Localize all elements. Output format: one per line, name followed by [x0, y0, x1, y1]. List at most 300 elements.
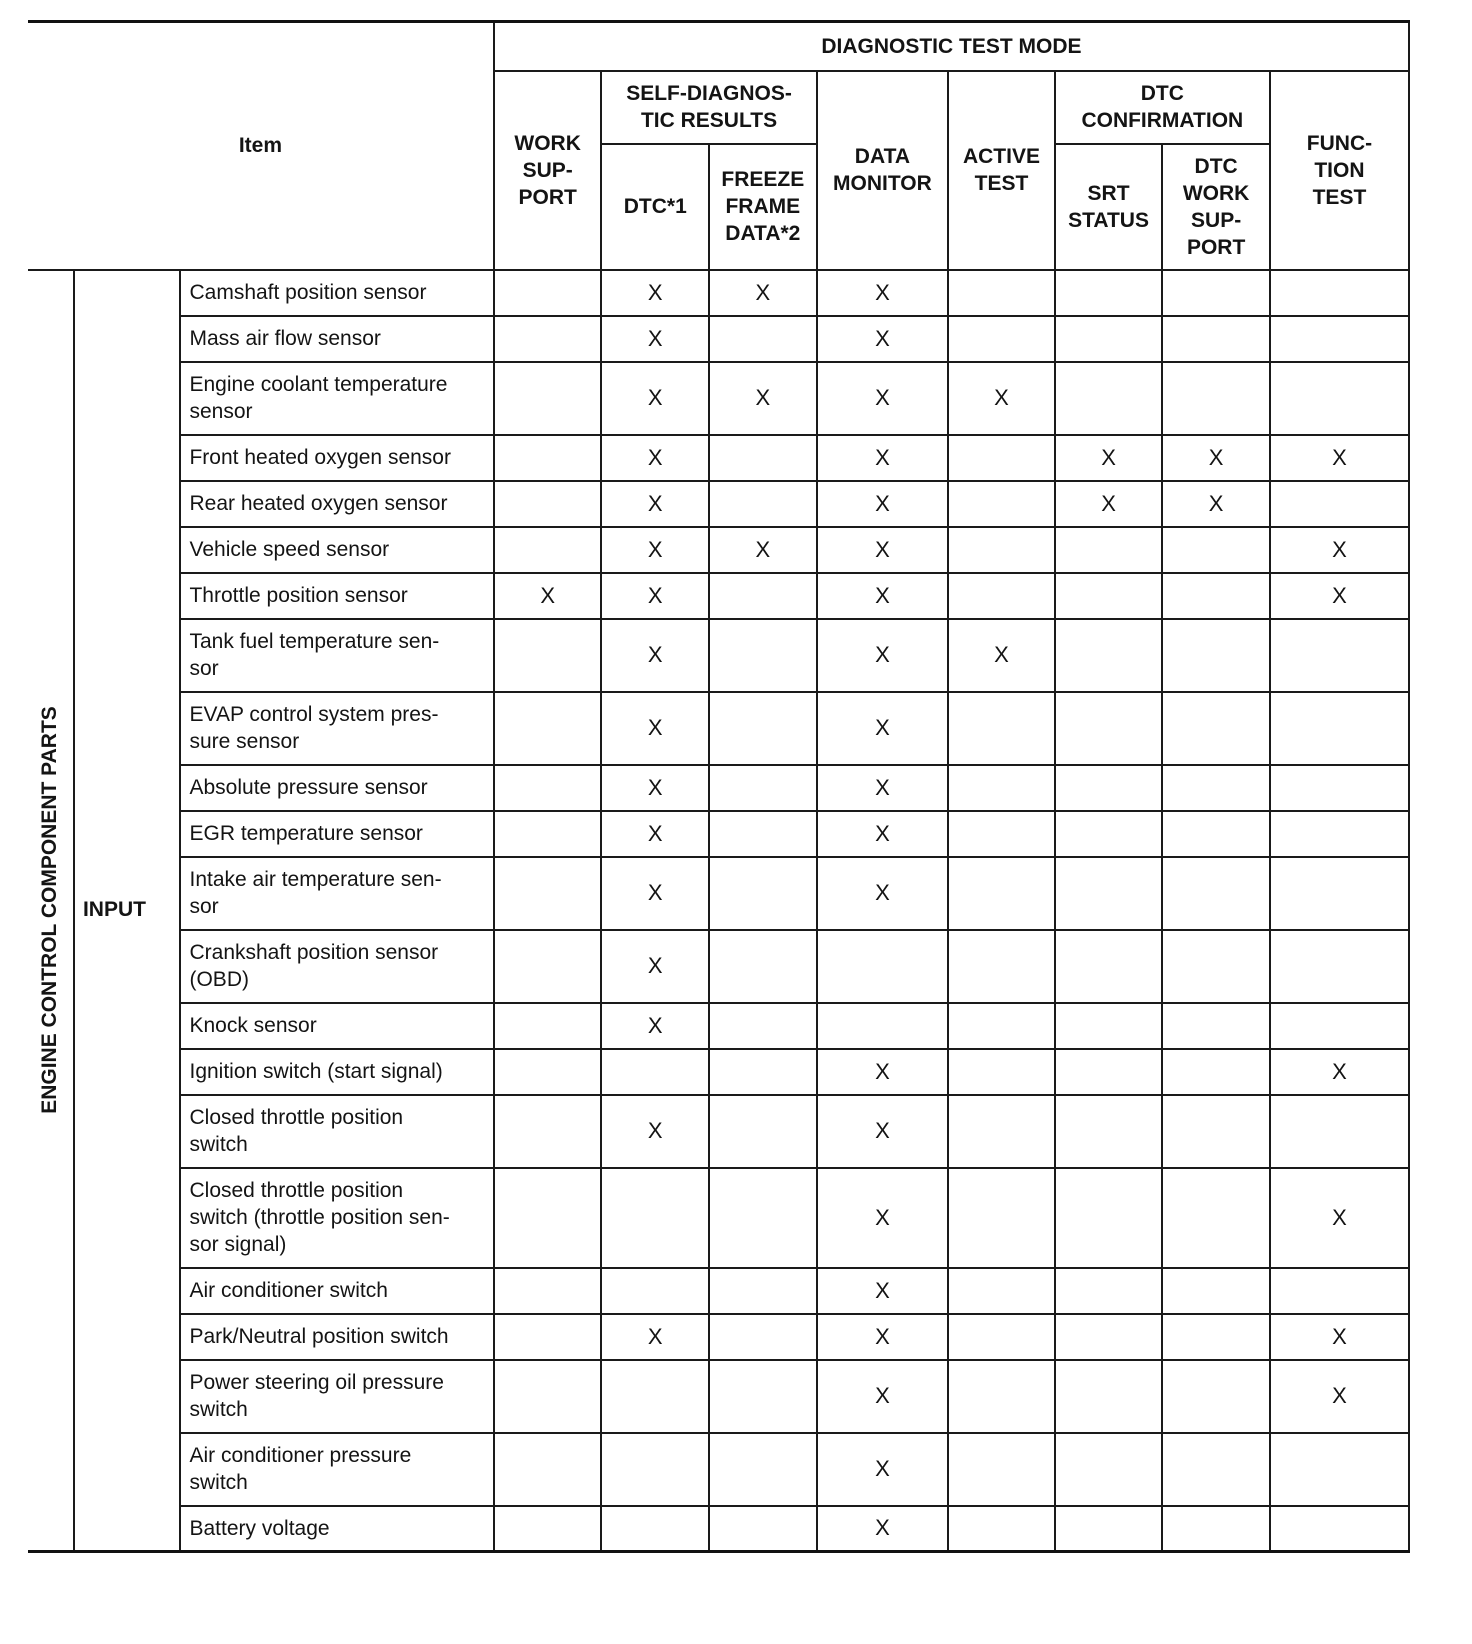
- table-row: [28, 270, 1409, 316]
- function-test-line: FUNC-: [1306, 131, 1373, 155]
- item-name-cell: [180, 1003, 493, 1049]
- cell-srt-status: [1055, 765, 1163, 811]
- x-mark: X: [875, 1058, 890, 1084]
- item-name-cell: [180, 811, 493, 857]
- x-mark: X: [1332, 1323, 1347, 1349]
- x-mark: X: [647, 385, 663, 410]
- x-mark: X: [1332, 444, 1347, 470]
- cell-srt-status: [1055, 1268, 1163, 1314]
- item-name-line: Crankshaft position sensor: [189, 941, 439, 964]
- cell-work-support: [494, 930, 602, 1003]
- cell-data-monitor: [817, 481, 949, 527]
- item-name-line: Engine coolant temperature: [189, 373, 448, 396]
- dtc-label: DTC*1: [623, 195, 687, 218]
- item-name-line: sor signal): [189, 1233, 287, 1256]
- cell-dtc-work-support: [1162, 765, 1270, 811]
- cell-dtc: [601, 1095, 709, 1168]
- dtc-work-support-line: DTC: [1194, 154, 1238, 178]
- cell-active-test: [948, 573, 1055, 619]
- self-diag-line: TIC RESULTS: [640, 109, 778, 132]
- item-name-cell: [180, 435, 493, 481]
- cell-active-test: [948, 527, 1055, 573]
- cell-work-support: [494, 1095, 602, 1168]
- table-row: [28, 1168, 1409, 1268]
- item-name-cell: [180, 573, 493, 619]
- cell-active-test: [948, 435, 1055, 481]
- cell-freeze-frame: [709, 1049, 817, 1095]
- x-mark: X: [875, 536, 890, 562]
- x-mark: X: [875, 820, 890, 846]
- cell-dtc: [601, 765, 709, 811]
- cell-work-support: [494, 857, 602, 930]
- cell-function-test: [1270, 527, 1409, 573]
- cell-function-test: [1270, 692, 1409, 765]
- cell-dtc: [601, 1268, 709, 1314]
- cell-data-monitor: [817, 1049, 949, 1095]
- item-name-cell: [180, 362, 493, 435]
- cell-data-monitor: [817, 1003, 949, 1049]
- dtc-work-support-line: WORK: [1182, 181, 1250, 205]
- x-mark: X: [755, 536, 771, 562]
- item-header-label: Item: [238, 134, 283, 158]
- item-name-cell: [180, 1360, 493, 1433]
- cell-dtc-work-support: [1162, 527, 1270, 573]
- table-row: [28, 1049, 1409, 1095]
- function-test-header: [1270, 71, 1409, 270]
- cell-active-test: [948, 1314, 1055, 1360]
- cell-function-test: [1270, 1049, 1409, 1095]
- cell-freeze-frame: [709, 857, 817, 930]
- data-monitor-header: [817, 71, 949, 270]
- function-test-line: TION: [1314, 158, 1365, 182]
- srt-status-header: [1055, 144, 1163, 270]
- cell-work-support: [494, 316, 602, 362]
- x-mark: X: [875, 1515, 890, 1541]
- x-mark: X: [647, 774, 663, 800]
- x-mark: X: [875, 325, 890, 351]
- dtc-work-support-line: SUP-: [1191, 208, 1242, 232]
- cell-function-test: [1270, 1314, 1409, 1360]
- cell-freeze-frame: [709, 1433, 817, 1506]
- item-name-line: switch (throttle position sen-: [189, 1206, 450, 1229]
- cell-freeze-frame: [709, 435, 817, 481]
- item-name-line: Battery voltage: [189, 1516, 330, 1540]
- self-diag-line: SELF-DIAGNOS-: [626, 82, 792, 105]
- item-name-line: Mass air flow sensor: [189, 327, 381, 350]
- item-name-cell: [180, 1314, 493, 1360]
- item-name-line: Camshaft position sensor: [189, 281, 427, 304]
- x-mark: X: [875, 444, 890, 470]
- item-name-line: sure sensor: [189, 730, 300, 753]
- table-row: [28, 1360, 1409, 1433]
- cell-active-test: [948, 362, 1055, 435]
- freeze-frame-line: FREEZE: [721, 168, 805, 191]
- srt-status-line: STATUS: [1068, 208, 1149, 232]
- cell-work-support: [494, 1506, 602, 1552]
- cell-work-support: [494, 619, 602, 692]
- table-row: [28, 362, 1409, 435]
- x-mark: X: [875, 385, 890, 410]
- item-name-line: sor: [189, 895, 219, 918]
- cell-function-test: [1270, 1003, 1409, 1049]
- x-mark: X: [875, 279, 890, 305]
- cell-srt-status: [1055, 1314, 1163, 1360]
- item-name-cell: [180, 930, 493, 1003]
- x-mark: X: [1332, 536, 1347, 562]
- table-row: [28, 811, 1409, 857]
- cell-dtc-work-support: [1162, 1433, 1270, 1506]
- cell-function-test: [1270, 930, 1409, 1003]
- cell-freeze-frame: [709, 270, 817, 316]
- x-mark: X: [647, 1012, 663, 1038]
- x-mark: X: [647, 715, 663, 740]
- cell-function-test: [1270, 765, 1409, 811]
- cell-data-monitor: [817, 316, 949, 362]
- cell-data-monitor: [817, 1360, 949, 1433]
- cell-work-support: [494, 481, 602, 527]
- cell-active-test: [948, 1433, 1055, 1506]
- cell-srt-status: [1055, 1049, 1163, 1095]
- cell-dtc-work-support: [1162, 481, 1270, 527]
- cell-freeze-frame: [709, 362, 817, 435]
- cell-work-support: [494, 1003, 602, 1049]
- cell-freeze-frame: [709, 481, 817, 527]
- cell-data-monitor: [817, 692, 949, 765]
- cell-function-test: [1270, 1360, 1409, 1433]
- cell-dtc-work-support: [1162, 1003, 1270, 1049]
- item-name-line: Vehicle speed sensor: [189, 538, 390, 561]
- data-monitor-line: MONITOR: [833, 172, 932, 195]
- table-row: [28, 1268, 1409, 1314]
- cell-srt-status: [1055, 362, 1163, 435]
- item-name-line: EVAP control system pres-: [189, 703, 439, 726]
- item-header: [28, 22, 494, 270]
- cell-srt-status: [1055, 692, 1163, 765]
- cell-dtc: [601, 316, 709, 362]
- input-group: [74, 270, 181, 1552]
- cell-function-test: [1270, 1268, 1409, 1314]
- cell-function-test: [1270, 1168, 1409, 1268]
- cell-dtc-work-support: [1162, 692, 1270, 765]
- x-mark: X: [1208, 490, 1224, 516]
- cell-active-test: [948, 1268, 1055, 1314]
- cell-dtc: [601, 435, 709, 481]
- table-row: [28, 435, 1409, 481]
- cell-dtc-work-support: [1162, 857, 1270, 930]
- cell-freeze-frame: [709, 1360, 817, 1433]
- x-mark: X: [1332, 1204, 1347, 1230]
- cell-active-test: [948, 692, 1055, 765]
- cell-freeze-frame: [709, 619, 817, 692]
- x-mark: X: [1332, 1058, 1347, 1084]
- cell-function-test: [1270, 857, 1409, 930]
- cell-dtc-work-support: [1162, 435, 1270, 481]
- x-mark: X: [755, 279, 771, 305]
- cell-active-test: [948, 316, 1055, 362]
- cell-srt-status: [1055, 1003, 1163, 1049]
- table-row: [28, 619, 1409, 692]
- item-name-cell: [180, 1506, 493, 1552]
- cell-dtc: [601, 573, 709, 619]
- cell-active-test: [948, 481, 1055, 527]
- cell-freeze-frame: [709, 1168, 817, 1268]
- cell-freeze-frame: [709, 527, 817, 573]
- item-name-line: Ignition switch (start signal): [189, 1060, 443, 1083]
- item-name-line: Park/Neutral position switch: [189, 1325, 449, 1348]
- table-row: [28, 692, 1409, 765]
- cell-srt-status: [1055, 316, 1163, 362]
- cell-active-test: [948, 1360, 1055, 1433]
- x-mark: X: [875, 774, 890, 800]
- srt-status-line: SRT: [1087, 181, 1130, 205]
- cell-function-test: [1270, 1095, 1409, 1168]
- cell-work-support: [494, 435, 602, 481]
- x-mark: X: [875, 715, 890, 740]
- item-name-line: sensor: [189, 400, 253, 423]
- cell-srt-status: [1055, 573, 1163, 619]
- cell-dtc: [601, 1360, 709, 1433]
- cell-freeze-frame: [709, 1003, 817, 1049]
- cell-data-monitor: [817, 619, 949, 692]
- x-mark: X: [1101, 444, 1116, 470]
- cell-srt-status: [1055, 527, 1163, 573]
- cell-freeze-frame: [709, 1095, 817, 1168]
- item-name-line: Tank fuel temperature sen-: [189, 630, 440, 653]
- cell-data-monitor: [817, 435, 949, 481]
- x-mark: X: [647, 490, 663, 516]
- table-row: [28, 857, 1409, 930]
- item-name-line: Air conditioner pressure: [189, 1444, 412, 1467]
- cell-dtc: [601, 1003, 709, 1049]
- cell-dtc: [601, 1314, 709, 1360]
- cell-srt-status: [1055, 1506, 1163, 1552]
- cell-dtc: [601, 1049, 709, 1095]
- cell-dtc-work-support: [1162, 619, 1270, 692]
- item-name-line: Power steering oil pressure: [189, 1371, 444, 1394]
- x-mark: X: [875, 1323, 890, 1349]
- x-mark: X: [647, 582, 663, 608]
- item-name-cell: [180, 619, 493, 692]
- cell-function-test: [1270, 1433, 1409, 1506]
- cell-data-monitor: [817, 811, 949, 857]
- cell-data-monitor: [817, 1168, 949, 1268]
- diagnostic-test-mode-label: DIAGNOSTIC TEST MODE: [821, 34, 1082, 58]
- cell-dtc: [601, 481, 709, 527]
- freeze-frame-line: FRAME: [725, 195, 801, 218]
- active-test-line: ACTIVE: [962, 145, 1040, 168]
- freeze-frame-line: DATA*2: [725, 222, 801, 245]
- diagnostic-mode-table-sheet: [28, 20, 1410, 1553]
- cell-freeze-frame: [709, 692, 817, 765]
- x-mark: X: [875, 1383, 890, 1408]
- item-name-cell: [180, 1095, 493, 1168]
- cell-srt-status: [1055, 857, 1163, 930]
- cell-srt-status: [1055, 270, 1163, 316]
- cell-srt-status: [1055, 435, 1163, 481]
- cell-work-support: [494, 1314, 602, 1360]
- cell-dtc: [601, 1506, 709, 1552]
- cell-srt-status: [1055, 1433, 1163, 1506]
- item-name-line: Closed throttle position: [189, 1106, 404, 1129]
- item-name-line: switch: [189, 1471, 248, 1494]
- x-mark: X: [875, 490, 890, 516]
- cell-work-support: [494, 811, 602, 857]
- dtc-confirmation-line: DTC: [1140, 82, 1184, 105]
- cell-active-test: [948, 619, 1055, 692]
- x-mark: X: [540, 582, 555, 608]
- item-name-cell: [180, 692, 493, 765]
- x-mark: X: [875, 880, 890, 905]
- cell-freeze-frame: [709, 765, 817, 811]
- cell-work-support: [494, 765, 602, 811]
- cell-data-monitor: [817, 573, 949, 619]
- cell-dtc: [601, 527, 709, 573]
- cell-data-monitor: [817, 527, 949, 573]
- cell-freeze-frame: [709, 1314, 817, 1360]
- cell-function-test: [1270, 1506, 1409, 1552]
- item-name-line: (OBD): [189, 968, 249, 991]
- cell-dtc: [601, 1168, 709, 1268]
- cell-data-monitor: [817, 1506, 949, 1552]
- cell-data-monitor: [817, 857, 949, 930]
- cell-srt-status: [1055, 1360, 1163, 1433]
- item-name-cell: [180, 1268, 493, 1314]
- table-row: [28, 481, 1409, 527]
- x-mark: X: [875, 642, 890, 667]
- cell-work-support: [494, 1168, 602, 1268]
- cell-work-support: [494, 362, 602, 435]
- cell-function-test: [1270, 573, 1409, 619]
- cell-data-monitor: [817, 1314, 949, 1360]
- item-name-line: Closed throttle position: [189, 1179, 404, 1202]
- cell-function-test: [1270, 435, 1409, 481]
- x-mark: X: [647, 536, 663, 562]
- cell-active-test: [948, 1506, 1055, 1552]
- dtc-work-support-line: PORT: [1186, 235, 1246, 259]
- cell-dtc-work-support: [1162, 573, 1270, 619]
- work-support-line: PORT: [518, 185, 577, 209]
- x-mark: X: [647, 820, 663, 846]
- table-row: [28, 573, 1409, 619]
- cell-srt-status: [1055, 1095, 1163, 1168]
- item-name-line: Knock sensor: [189, 1014, 317, 1037]
- x-mark: X: [1101, 490, 1116, 516]
- cell-dtc-work-support: [1162, 1095, 1270, 1168]
- cell-dtc-work-support: [1162, 270, 1270, 316]
- cell-active-test: [948, 1049, 1055, 1095]
- cell-function-test: [1270, 619, 1409, 692]
- cell-srt-status: [1055, 811, 1163, 857]
- freeze-frame-header: [709, 144, 817, 270]
- cell-data-monitor: [817, 270, 949, 316]
- dtc-header: [601, 144, 709, 270]
- cell-freeze-frame: [709, 1268, 817, 1314]
- cell-dtc-work-support: [1162, 316, 1270, 362]
- item-name-cell: [180, 527, 493, 573]
- table-row: [28, 316, 1409, 362]
- cell-dtc: [601, 1433, 709, 1506]
- cell-dtc-work-support: [1162, 1314, 1270, 1360]
- item-name-line: Rear heated oxygen sensor: [189, 492, 448, 515]
- cell-dtc-work-support: [1162, 362, 1270, 435]
- cell-active-test: [948, 1003, 1055, 1049]
- x-mark: X: [647, 325, 663, 351]
- table-row: [28, 765, 1409, 811]
- work-support-line: WORK: [514, 131, 581, 155]
- cell-dtc: [601, 857, 709, 930]
- x-mark: X: [647, 953, 663, 978]
- x-mark: X: [875, 1456, 890, 1481]
- cell-work-support: [494, 1049, 602, 1095]
- cell-data-monitor: [817, 1268, 949, 1314]
- cell-function-test: [1270, 270, 1409, 316]
- table-row: [28, 527, 1409, 573]
- active-test-line: TEST: [974, 172, 1029, 195]
- self-diagnostic-results-header: [601, 71, 816, 144]
- item-name-line: EGR temperature sensor: [189, 822, 423, 845]
- x-mark: X: [875, 1118, 890, 1143]
- cell-function-test: [1270, 481, 1409, 527]
- item-name-cell: [180, 765, 493, 811]
- cell-freeze-frame: [709, 930, 817, 1003]
- x-mark: X: [875, 582, 890, 608]
- cell-work-support: [494, 1433, 602, 1506]
- cell-dtc: [601, 270, 709, 316]
- cell-function-test: [1270, 362, 1409, 435]
- item-name-line: Front heated oxygen sensor: [189, 446, 451, 469]
- cell-dtc: [601, 930, 709, 1003]
- cell-active-test: [948, 1095, 1055, 1168]
- item-name-cell: [180, 316, 493, 362]
- item-name-cell: [180, 1433, 493, 1506]
- x-mark: X: [647, 642, 663, 667]
- item-name-line: Absolute pressure sensor: [189, 776, 428, 799]
- cell-data-monitor: [817, 362, 949, 435]
- work-support-header: [494, 71, 602, 270]
- cell-freeze-frame: [709, 811, 817, 857]
- item-name-cell: [180, 857, 493, 930]
- input-group-label: INPUT: [82, 898, 146, 922]
- item-name-cell: [180, 481, 493, 527]
- x-mark: X: [647, 444, 663, 470]
- item-name-line: switch: [189, 1398, 248, 1421]
- x-mark: X: [647, 279, 663, 305]
- cell-active-test: [948, 811, 1055, 857]
- cell-active-test: [948, 857, 1055, 930]
- cell-dtc-work-support: [1162, 930, 1270, 1003]
- work-support-line: SUP-: [522, 158, 573, 182]
- x-mark: X: [647, 1323, 663, 1349]
- cell-dtc: [601, 619, 709, 692]
- cell-function-test: [1270, 316, 1409, 362]
- item-name-line: Air conditioner switch: [189, 1279, 388, 1302]
- cell-dtc: [601, 362, 709, 435]
- cell-srt-status: [1055, 481, 1163, 527]
- dtc-confirmation-line: CONFIRMATION: [1081, 109, 1244, 132]
- x-mark: X: [1332, 1383, 1347, 1408]
- dtc-confirmation-header: [1055, 71, 1270, 144]
- cell-srt-status: [1055, 619, 1163, 692]
- cell-dtc-work-support: [1162, 1360, 1270, 1433]
- cell-dtc: [601, 692, 709, 765]
- cell-dtc-work-support: [1162, 811, 1270, 857]
- x-mark: X: [994, 642, 1009, 667]
- item-name-line: switch: [189, 1133, 248, 1156]
- table-row: [28, 1095, 1409, 1168]
- cell-work-support: [494, 1268, 602, 1314]
- table-row: [28, 930, 1409, 1003]
- cell-freeze-frame: [709, 1506, 817, 1552]
